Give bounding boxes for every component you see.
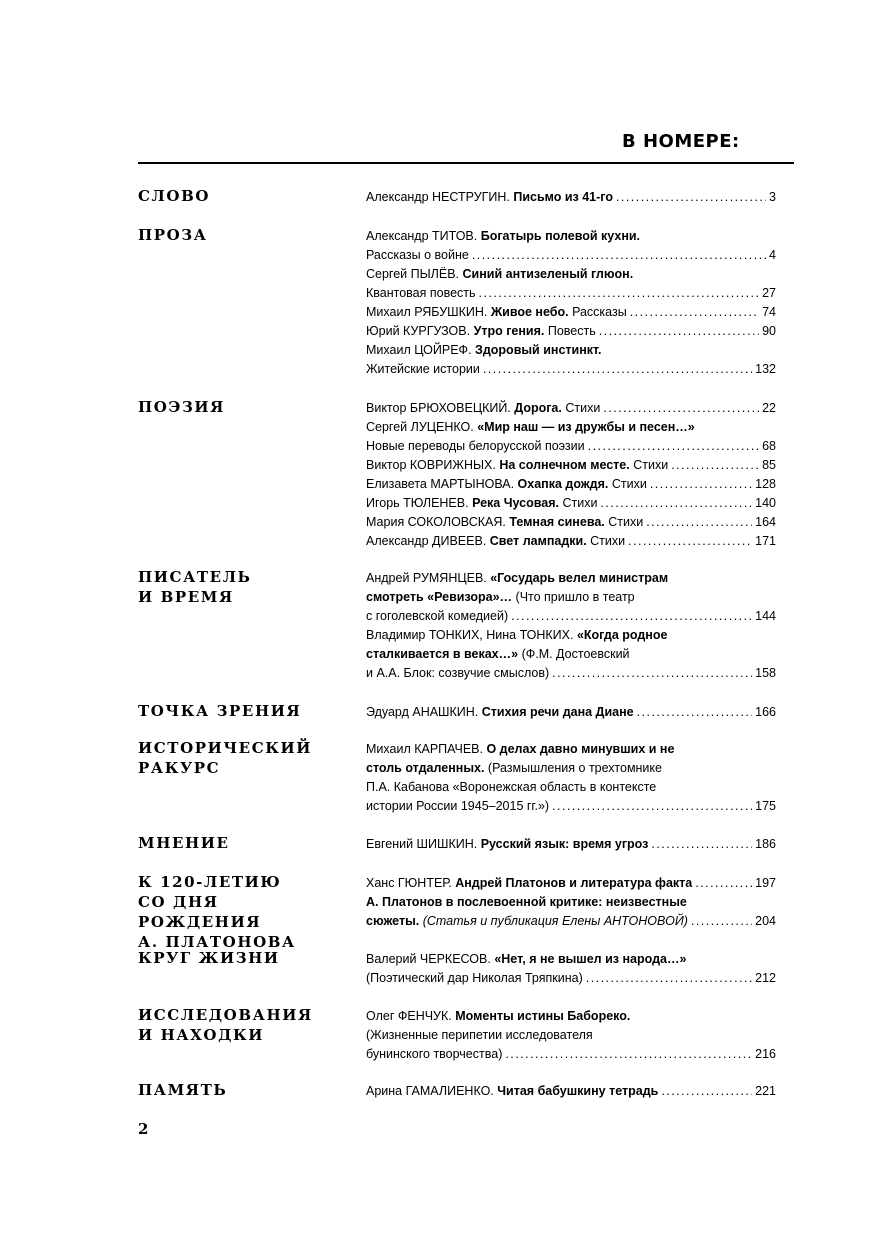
section-title: ПРОЗА bbox=[138, 226, 208, 244]
toc-entry[interactable] bbox=[366, 532, 776, 551]
entry-line bbox=[366, 322, 776, 341]
toc-entry[interactable] bbox=[366, 835, 776, 854]
entry-work-title: сюжеты. bbox=[366, 914, 423, 928]
entry-line bbox=[366, 740, 776, 759]
entry-description: (Жизненные перипетии исследователя bbox=[366, 1028, 593, 1042]
entry-line bbox=[366, 1026, 776, 1045]
toc-entry[interactable] bbox=[366, 893, 776, 931]
toc-entry[interactable] bbox=[366, 1007, 776, 1064]
entry-list bbox=[366, 874, 776, 931]
entry-author: Игорь ТЮЛЕНЕВ. bbox=[366, 496, 473, 510]
entry-author: Елизавета МАРТЫНОВА. bbox=[366, 477, 518, 491]
entry-author: Александр НЕСТРУГИН. bbox=[366, 190, 514, 204]
entry-list bbox=[366, 188, 776, 207]
entry-work-title: «Мир наш — из дружбы и песен…» bbox=[477, 420, 695, 434]
section-title: ПАМЯТЬ bbox=[138, 1081, 228, 1099]
toc-entry[interactable] bbox=[366, 399, 776, 418]
entry-author: Виктор БРЮХОВЕЦКИЙ. bbox=[366, 401, 515, 415]
dot-leader bbox=[650, 475, 752, 494]
entry-author: Андрей РУМЯНЦЕВ. bbox=[366, 571, 491, 585]
toc-entry[interactable] bbox=[366, 227, 776, 265]
entry-line bbox=[366, 1007, 776, 1026]
entry-line bbox=[366, 797, 776, 816]
entry-line bbox=[366, 532, 776, 551]
section-title: ТОЧКА ЗРЕНИЯ bbox=[138, 702, 302, 720]
entry-work-title: Живое небо. bbox=[490, 305, 573, 319]
entry-line bbox=[366, 759, 776, 778]
dot-leader bbox=[479, 284, 760, 303]
entry-page-number: 128 bbox=[755, 477, 776, 491]
entry-line bbox=[366, 246, 776, 265]
entry-author: Эдуард АНАШКИН. bbox=[366, 705, 482, 719]
entry-list bbox=[366, 740, 776, 816]
entry-author: Александр ТИТОВ. bbox=[366, 229, 481, 243]
entry-page-number: 158 bbox=[755, 666, 776, 680]
toc-entry[interactable] bbox=[366, 950, 776, 988]
toc-entry[interactable] bbox=[366, 569, 776, 626]
entry-description: с гоголевской комедией) bbox=[366, 609, 509, 623]
toc-entry[interactable] bbox=[366, 703, 776, 722]
dot-leader bbox=[616, 188, 766, 207]
entry-work-title: Дорога. bbox=[514, 401, 566, 415]
entry-page-number: 164 bbox=[755, 515, 776, 529]
entry-description: Новые переводы белорусской поэзии bbox=[366, 439, 585, 453]
entry-work-title: О делах давно минувших и не bbox=[486, 742, 675, 756]
dot-leader bbox=[588, 437, 759, 456]
entry-author: Сергей ЛУЦЕНКО. bbox=[366, 420, 478, 434]
entry-list bbox=[366, 835, 776, 854]
entry-page-number: 144 bbox=[755, 609, 776, 623]
entry-work-title: Читая бабушкину тетрадь bbox=[497, 1084, 659, 1098]
entry-description: (Ф.М. Достоевский bbox=[521, 647, 630, 661]
dot-leader bbox=[630, 303, 759, 322]
entry-line bbox=[366, 418, 776, 437]
entry-work-title: Свет лампадки. bbox=[489, 534, 591, 548]
entry-work-title: Богатырь полевой кухни. bbox=[480, 229, 641, 243]
entry-line bbox=[366, 360, 776, 379]
entry-line bbox=[366, 284, 776, 303]
dot-leader bbox=[661, 1082, 752, 1101]
dot-leader bbox=[599, 322, 759, 341]
entry-description: Квантовая повесть bbox=[366, 286, 476, 300]
entry-page-number: 90 bbox=[762, 324, 776, 338]
entry-line bbox=[366, 188, 776, 207]
entry-line bbox=[366, 227, 776, 246]
entry-line bbox=[366, 703, 776, 722]
toc-entry[interactable] bbox=[366, 456, 776, 475]
entry-author: Виктор КОВРИЖНЫХ. bbox=[366, 458, 500, 472]
entry-author: Юрий КУРГУЗОВ. bbox=[366, 324, 474, 338]
toc-entry[interactable] bbox=[366, 513, 776, 532]
dot-leader bbox=[600, 494, 752, 513]
entry-line bbox=[366, 475, 776, 494]
entry-work-title: На солнечном месте. bbox=[499, 458, 634, 472]
entry-line bbox=[366, 664, 776, 683]
section-title: ИСТОРИЧЕСКИЙ РАКУРС bbox=[138, 739, 313, 777]
entry-author: Ханс ГЮНТЕР. bbox=[366, 876, 456, 890]
entry-author: Михаил ЦОЙРЕФ. bbox=[366, 343, 476, 357]
entry-description: Стихи bbox=[562, 496, 598, 510]
entry-page-number: 85 bbox=[762, 458, 776, 472]
entry-page-number: 221 bbox=[755, 1084, 776, 1098]
entry-description: Стихи bbox=[590, 534, 626, 548]
entry-description: истории России 1945–2015 гг.») bbox=[366, 799, 550, 813]
dot-leader bbox=[646, 513, 752, 532]
toc-entry[interactable] bbox=[366, 626, 776, 683]
entry-line bbox=[366, 399, 776, 418]
entry-page-number: 4 bbox=[769, 248, 776, 262]
entry-work-title: Андрей Платонов и литература факта bbox=[455, 876, 693, 890]
toc-entry[interactable] bbox=[366, 475, 776, 494]
entry-line bbox=[366, 607, 776, 626]
section-title: КРУГ ЖИЗНИ bbox=[138, 949, 280, 967]
entry-work-title: Охапка дождя. bbox=[517, 477, 612, 491]
entry-line bbox=[366, 265, 776, 284]
entry-author: Арина ГАМАЛИЕНКО. bbox=[366, 1084, 498, 1098]
entry-page-number: 132 bbox=[755, 362, 776, 376]
entry-line bbox=[366, 1045, 776, 1064]
entry-author: Владимир ТОНКИХ, Нина ТОНКИХ. bbox=[366, 628, 577, 642]
entry-author: Евгений ШИШКИН. bbox=[366, 837, 481, 851]
entry-page-number: 68 bbox=[762, 439, 776, 453]
dot-leader bbox=[552, 664, 752, 683]
toc-entry[interactable] bbox=[366, 341, 776, 379]
entry-line bbox=[366, 969, 776, 988]
entry-list bbox=[366, 399, 776, 551]
entry-line bbox=[366, 588, 776, 607]
entry-line bbox=[366, 893, 776, 912]
entry-description: Стихи bbox=[608, 515, 644, 529]
entry-list bbox=[366, 569, 776, 683]
entry-description: и А.А. Блок: созвучие смыслов) bbox=[366, 666, 550, 680]
entry-page-number: 175 bbox=[755, 799, 776, 813]
entry-line bbox=[366, 513, 776, 532]
entry-author: Александр ДИВЕЕВ. bbox=[366, 534, 490, 548]
header-divider bbox=[138, 162, 794, 164]
entry-work-title: Здоровый инстинкт. bbox=[475, 343, 602, 357]
section-title: ИССЛЕДОВАНИЯ И НАХОДКИ bbox=[138, 1006, 313, 1044]
dot-leader bbox=[637, 703, 753, 722]
entry-line bbox=[366, 1082, 776, 1101]
entry-work-title: Утро гения. bbox=[473, 324, 548, 338]
entry-author: Валерий ЧЕРКЕСОВ. bbox=[366, 952, 495, 966]
entry-work-title: «Нет, я не вышел из народа…» bbox=[494, 952, 687, 966]
entry-line bbox=[366, 456, 776, 475]
entry-description: Стихи bbox=[611, 477, 647, 491]
entry-list bbox=[366, 1082, 776, 1101]
dot-leader bbox=[505, 1045, 752, 1064]
entry-page-number: 140 bbox=[755, 496, 776, 510]
dot-leader bbox=[586, 969, 752, 988]
entry-work-title: Темная синева. bbox=[509, 515, 609, 529]
entry-work-title: «Когда родное bbox=[576, 628, 668, 642]
toc-entry[interactable] bbox=[366, 874, 776, 893]
entry-author: Сергей ПЫЛЁВ. bbox=[366, 267, 463, 281]
section-title: ПИСАТЕЛЬ И ВРЕМЯ bbox=[138, 568, 252, 606]
entry-description: (Что пришло в театр bbox=[515, 590, 635, 604]
entry-line bbox=[366, 874, 776, 893]
entry-page-number: 22 bbox=[762, 401, 776, 415]
entry-work-title: А. Платонов в послевоенной критике: неизвестные bbox=[366, 895, 687, 909]
entry-line bbox=[366, 341, 776, 360]
entry-description: Рассказы bbox=[572, 305, 627, 319]
entry-description: (Поэтический дар Николая Тряпкина) bbox=[366, 971, 583, 985]
dot-leader bbox=[628, 532, 752, 551]
section-title: ПОЭЗИЯ bbox=[138, 398, 225, 416]
entry-line bbox=[366, 950, 776, 969]
entry-description: Стихи bbox=[565, 401, 601, 415]
entry-list bbox=[366, 950, 776, 988]
toc-entry[interactable] bbox=[366, 303, 776, 322]
entry-page-number: 3 bbox=[769, 190, 776, 204]
entry-page-number: 74 bbox=[762, 305, 776, 319]
entry-page-number: 186 bbox=[755, 837, 776, 851]
entry-description: (Размышления о трехтомнике bbox=[487, 761, 662, 775]
entry-line bbox=[366, 303, 776, 322]
entry-author: Михаил КАРПАЧЕВ. bbox=[366, 742, 487, 756]
entry-page-number: 197 bbox=[755, 876, 776, 890]
entry-author: Михаил РЯБУШКИН. bbox=[366, 305, 491, 319]
entry-page-number: 166 bbox=[755, 705, 776, 719]
entry-work-title: Русский язык: время угроз bbox=[480, 837, 649, 851]
entry-work-title: Стихия речи дана Диане bbox=[481, 705, 634, 719]
toc-entry[interactable] bbox=[366, 1082, 776, 1101]
page-number: 2 bbox=[138, 1120, 149, 1138]
entry-list bbox=[366, 227, 776, 379]
dot-leader bbox=[511, 607, 752, 626]
entry-note: (Статья и публикация Елены АНТОНОВОЙ) bbox=[422, 914, 688, 928]
entry-page-number: 204 bbox=[755, 914, 776, 928]
entry-author: Мария СОКОЛОВСКАЯ. bbox=[366, 515, 510, 529]
entry-list bbox=[366, 703, 776, 722]
dot-leader bbox=[671, 456, 759, 475]
toc-entry[interactable] bbox=[366, 322, 776, 341]
entry-author: Олег ФЕНЧУК. bbox=[366, 1009, 456, 1023]
dot-leader bbox=[483, 360, 752, 379]
entry-page-number: 212 bbox=[755, 971, 776, 985]
entry-line bbox=[366, 626, 776, 645]
entry-line bbox=[366, 494, 776, 513]
entry-line bbox=[366, 437, 776, 456]
entry-line bbox=[366, 569, 776, 588]
dot-leader bbox=[603, 399, 759, 418]
entry-description: Рассказы о войне bbox=[366, 248, 469, 262]
section-title: МНЕНИЕ bbox=[138, 834, 230, 852]
toc-entry[interactable] bbox=[366, 740, 776, 816]
entry-work-title: столь отдаленных. bbox=[366, 761, 488, 775]
page-title: В НОМЕРЕ: bbox=[622, 131, 740, 152]
dot-leader bbox=[472, 246, 766, 265]
entry-line bbox=[366, 778, 776, 797]
entry-work-title: Синий антизеленый глюон. bbox=[462, 267, 634, 281]
entry-line bbox=[366, 645, 776, 664]
entry-description: Житейские истории bbox=[366, 362, 480, 376]
entry-work-title: Моменты истины Бабореко. bbox=[455, 1009, 631, 1023]
entry-description: Стихи bbox=[633, 458, 669, 472]
dot-leader bbox=[691, 912, 752, 931]
entry-description: П.А. Кабанова «Воронежская область в контексте bbox=[366, 780, 657, 794]
entry-work-title: Письмо из 41-го bbox=[513, 190, 613, 204]
dot-leader bbox=[695, 874, 752, 893]
toc-entry[interactable] bbox=[366, 494, 776, 513]
entry-description: Повесть bbox=[547, 324, 596, 338]
entry-description: бунинского творчества) bbox=[366, 1047, 503, 1061]
entry-page-number: 27 bbox=[762, 286, 776, 300]
section-title: СЛОВО bbox=[138, 187, 211, 205]
entry-page-number: 171 bbox=[755, 534, 776, 548]
toc-entry[interactable] bbox=[366, 265, 776, 303]
entry-list bbox=[366, 1007, 776, 1064]
entry-page-number: 216 bbox=[755, 1047, 776, 1061]
toc-entry[interactable] bbox=[366, 418, 776, 456]
entry-work-title: смотреть «Ревизора»… bbox=[366, 590, 516, 604]
section-title: К 120-ЛЕТИЮ СО ДНЯ РОЖДЕНИЯ А. ПЛАТОНОВА bbox=[138, 873, 296, 951]
entry-line bbox=[366, 835, 776, 854]
toc-entry[interactable] bbox=[366, 188, 776, 207]
dot-leader bbox=[651, 835, 752, 854]
entry-work-title: Река Чусовая. bbox=[472, 496, 563, 510]
entry-work-title: «Государь велел министрам bbox=[490, 571, 669, 585]
entry-work-title: сталкивается в веках…» bbox=[366, 647, 522, 661]
dot-leader bbox=[552, 797, 752, 816]
entry-line bbox=[366, 912, 776, 931]
